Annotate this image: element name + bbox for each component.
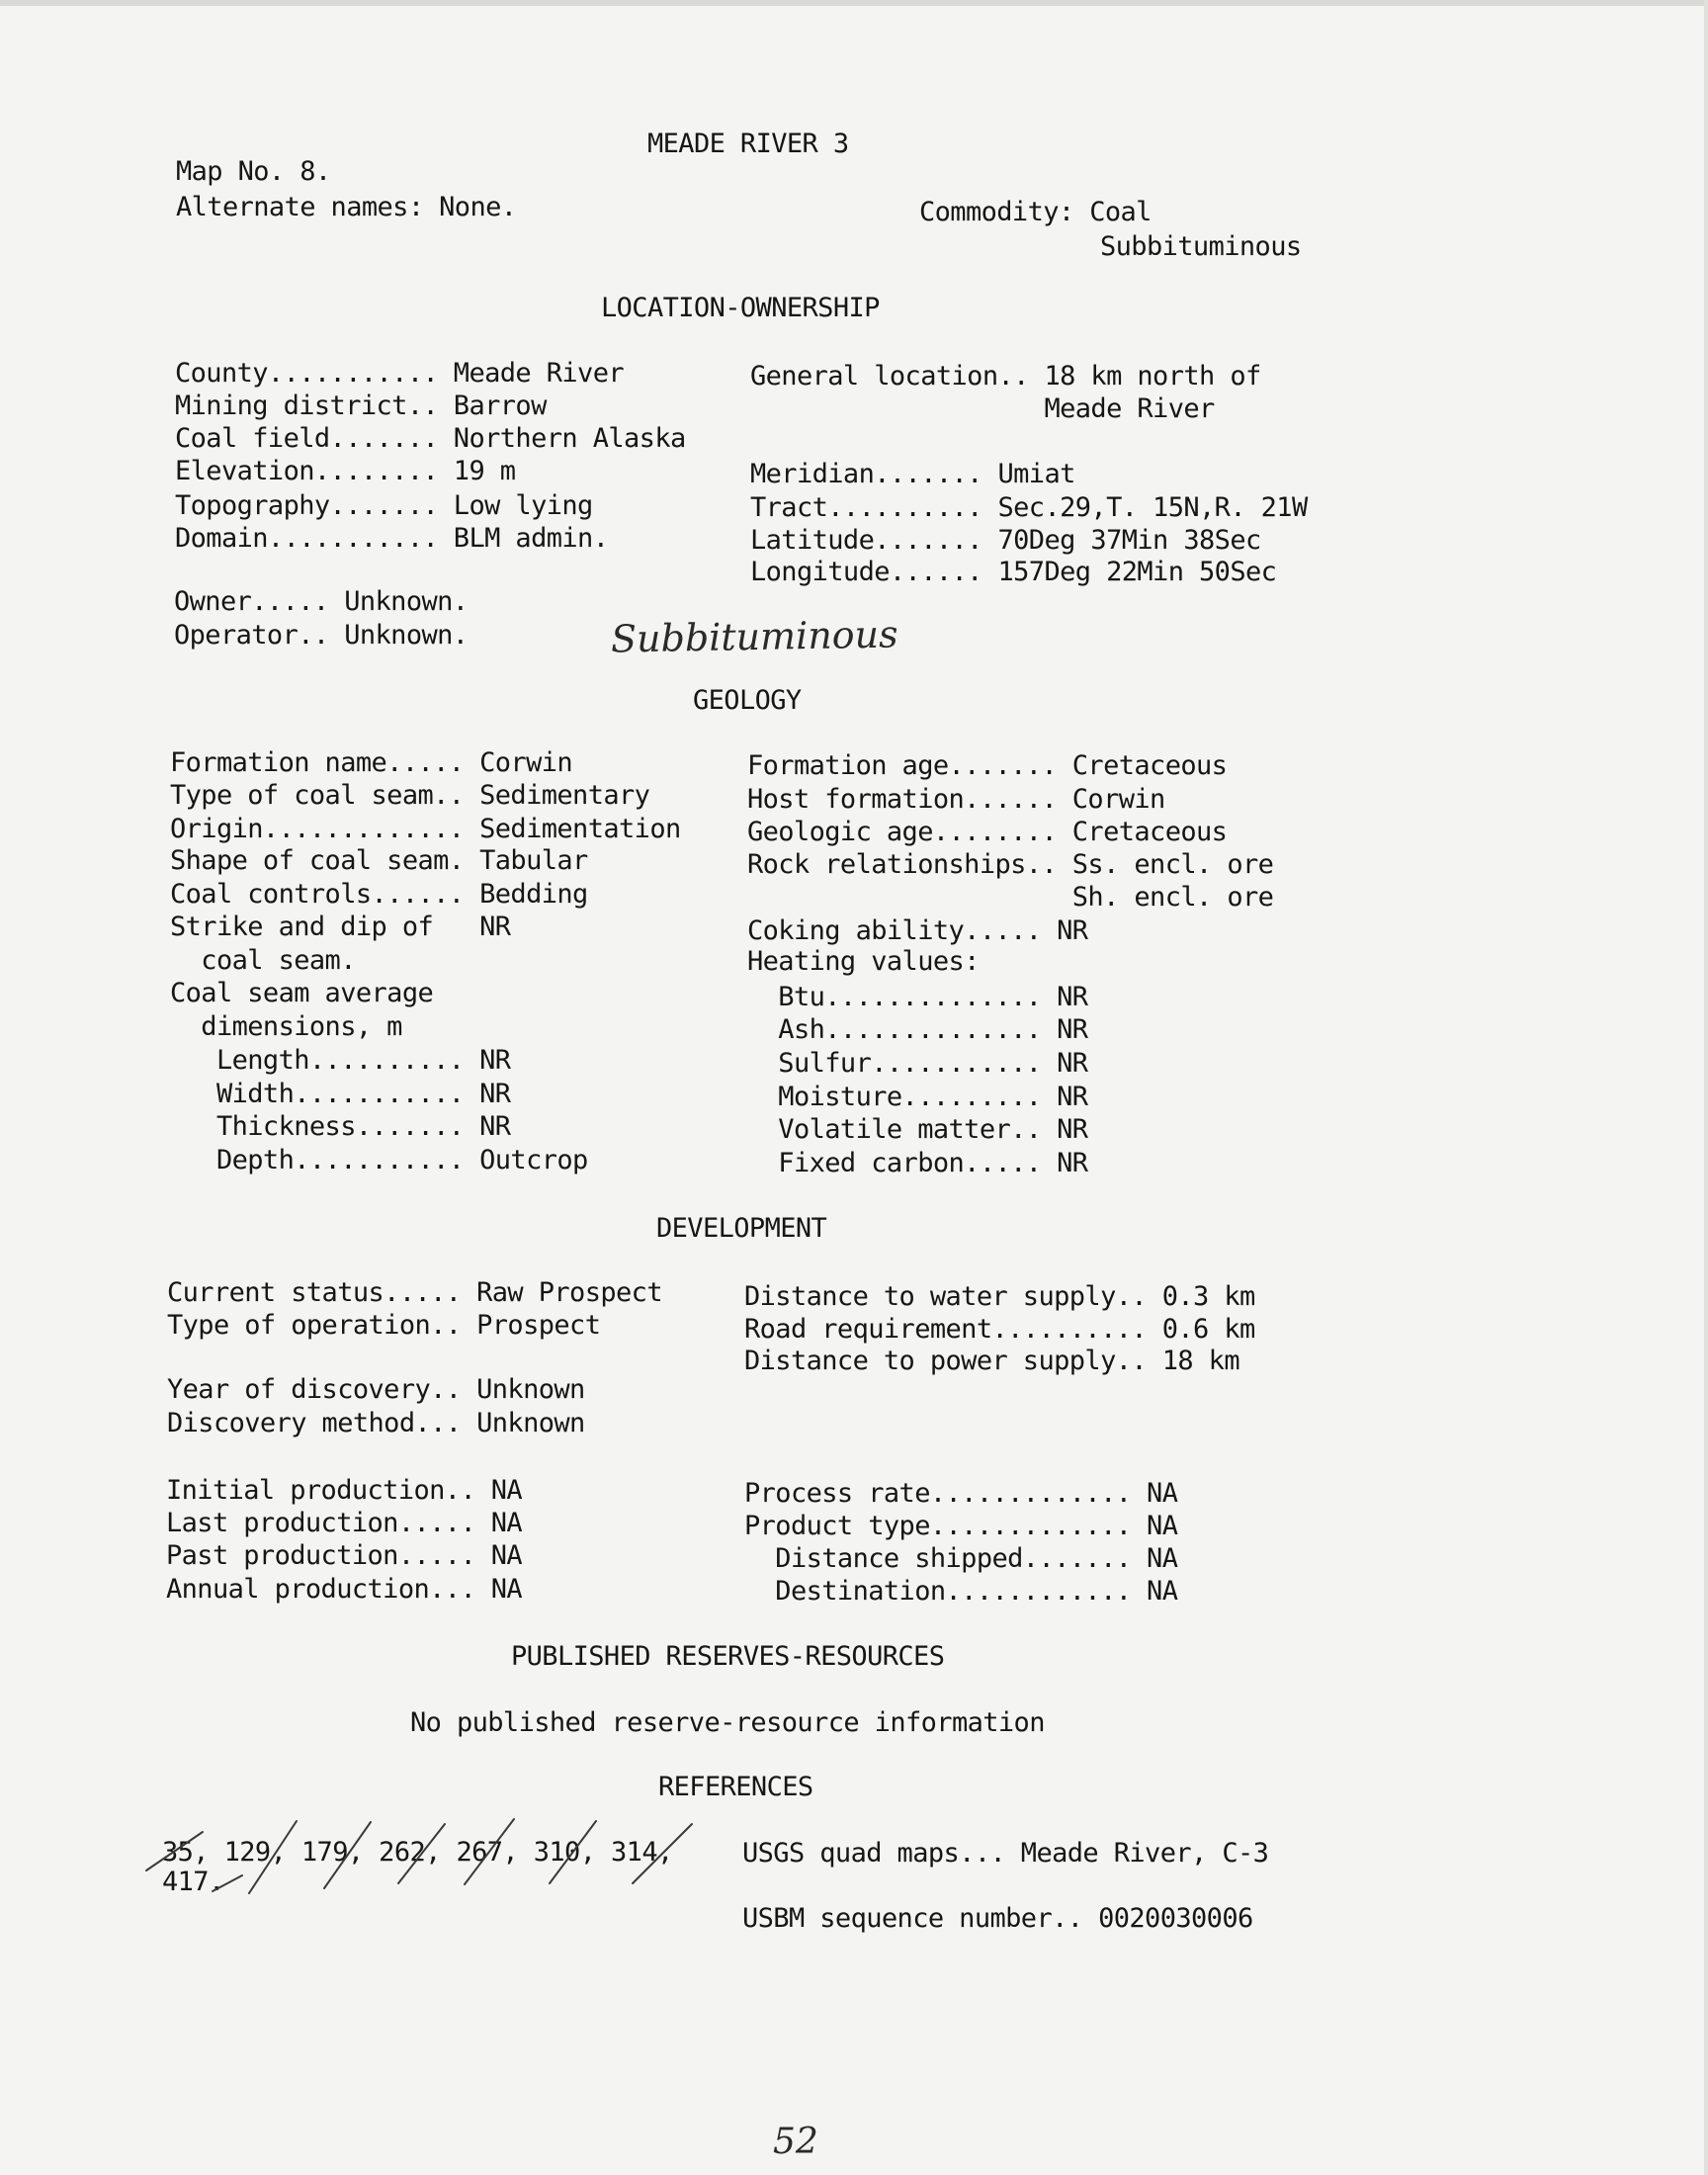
geology-left-4: Coal controls...... Bedding [170,879,588,910]
geology-right-6: Heating values: [747,946,980,977]
geology-right-7: Btu.............. NR [747,982,1088,1012]
development-current-status: Current status..... Raw Prospect [167,1277,662,1308]
map-number: Map No. 8. [176,156,331,187]
geology-left-8: dimensions, m [170,1011,402,1042]
geology-left-2: Origin............. Sedimentation [170,814,681,844]
section-heading-location: LOCATION-OWNERSHIP [601,293,880,323]
check-mark [633,1824,692,1883]
section-heading-geology: GEOLOGY [693,685,802,716]
check-mark [550,1821,596,1883]
geology-right-2: Geologic age........ Cretaceous [747,817,1228,847]
development-road-requirement: Road requirement.......... 0.6 km [744,1314,1255,1345]
production-annual: Annual production... NA [166,1574,523,1605]
reserves-text: No published reserve-resource information [410,1707,1045,1738]
check-mark [146,1832,203,1870]
distance-shipped: Distance shipped....... NA [744,1543,1178,1574]
geology-right-8: Ash.............. NR [747,1014,1088,1045]
geology-right-11: Volatile matter.. NR [747,1114,1088,1145]
references-list: 35, 129, 179, 262, 267, 310, 314, [162,1837,673,1868]
geology-left-7: Coal seam average [170,978,434,1008]
geology-left-0: Formation name..... Corwin [170,747,573,778]
geology-left-5: Strike and dip of NR [170,912,511,942]
section-heading-references: REFERENCES [658,1772,813,1802]
page-title: MEADE RIVER 3 [647,129,849,159]
geology-left-11: Thickness....... NR [170,1111,511,1142]
location-longitude: Longitude...... 157Deg 22Min 50Sec [750,557,1277,587]
production-initial: Initial production.. NA [166,1475,523,1506]
production-last: Last production..... NA [166,1508,523,1538]
commodity: Commodity: Coal [919,197,1152,227]
section-heading-reserves: PUBLISHED RESERVES-RESOURCES [511,1641,945,1672]
location-elevation: Elevation........ 19 m [175,456,516,486]
development-water-supply: Distance to water supply.. 0.3 km [744,1281,1255,1312]
geology-right-4: Sh. encl. ore [747,882,1274,913]
geology-right-1: Host formation...... Corwin [747,784,1165,815]
geology-left-12: Depth........... Outcrop [170,1145,588,1175]
location-owner: Owner..... Unknown. [174,586,469,617]
geology-left-10: Width........... NR [170,1079,511,1109]
location-meridian: Meridian....... Umiat [750,459,1075,489]
geology-left-9: Length.......... NR [170,1045,511,1076]
usgs-quad-maps: USGS quad maps... Meade River, C-3 [742,1838,1269,1869]
geology-right-0: Formation age....... Cretaceous [747,750,1228,781]
destination: Destination............ NA [744,1576,1178,1607]
location-tract: Tract.......... Sec.29,T. 15N,R. 21W [750,492,1308,523]
product-type: Product type............. NA [744,1511,1178,1541]
alternate-names: Alternate names: None. [176,192,517,222]
process-rate: Process rate............. NA [744,1478,1178,1509]
development-year-of-discovery: Year of discovery.. Unknown [167,1374,585,1405]
references-list-cont: 417. [162,1867,224,1897]
geology-left-6: coal seam. [170,945,356,976]
section-heading-development: DEVELOPMENT [656,1213,827,1244]
check-mark [398,1824,445,1883]
location-domain: Domain........... BLM admin. [175,523,609,554]
commodity-type: Subbituminous [1100,231,1302,262]
location-general-cont: Meade River [750,393,1215,424]
page-number: 52 [773,2122,818,2162]
geology-right-3: Rock relationships.. Ss. encl. ore [747,849,1274,880]
location-general: General location.. 18 km north of [750,361,1261,392]
geology-left-3: Shape of coal seam. Tabular [170,845,588,876]
geology-right-12: Fixed carbon..... NR [747,1148,1088,1178]
location-topography: Topography....... Low lying [175,490,593,521]
location-mining-district: Mining district.. Barrow [175,391,547,421]
geology-left-1: Type of coal seam.. Sedimentary [170,780,650,811]
geology-right-10: Moisture......... NR [747,1082,1088,1112]
check-mark [324,1822,371,1888]
location-latitude: Latitude....... 70Deg 37Min 38Sec [750,525,1261,556]
handwritten-note: Subbituminous [610,612,898,661]
geology-right-5: Coking ability..... NR [747,915,1088,946]
geology-right-9: Sulfur........... NR [747,1048,1088,1079]
location-county: County........... Meade River [175,358,625,389]
check-mark [249,1821,297,1893]
production-past: Past production..... NA [166,1540,523,1571]
location-operator: Operator.. Unknown. [174,620,469,651]
development-discovery-method: Discovery method... Unknown [167,1408,585,1438]
development-power-supply: Distance to power supply.. 18 km [744,1346,1239,1376]
check-mark [213,1875,242,1891]
check-mark [465,1819,514,1884]
usbm-sequence-number: USBM sequence number.. 0020030006 [742,1903,1253,1934]
location-coal-field: Coal field....... Northern Alaska [175,423,686,454]
development-type-of-operation: Type of operation.. Prospect [167,1310,601,1341]
